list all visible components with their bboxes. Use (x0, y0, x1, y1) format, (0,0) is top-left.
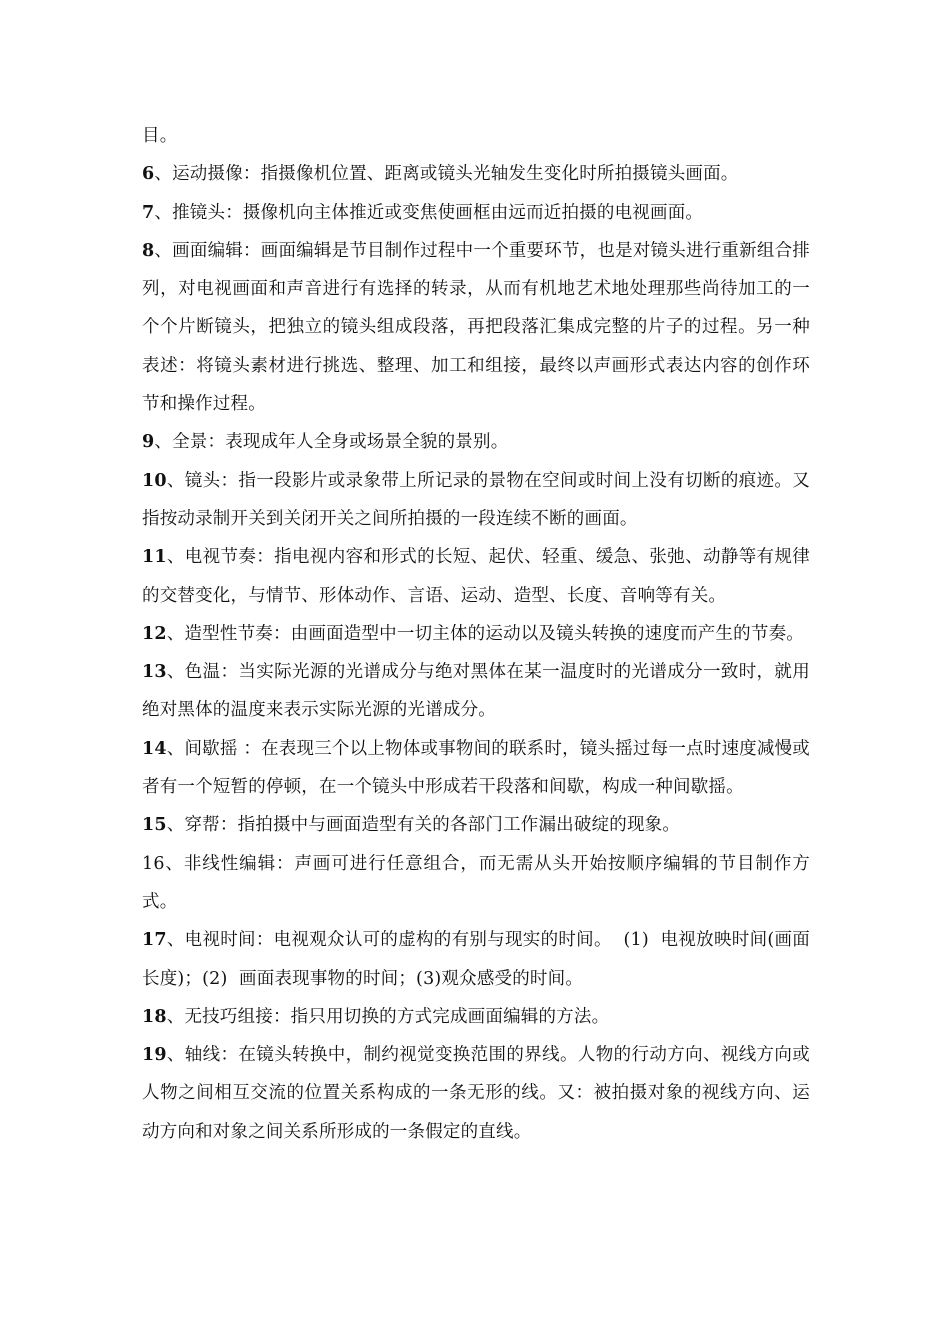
item-number: 11 (142, 547, 167, 568)
paragraph-item-13 (142, 653, 810, 730)
item-number: 19 (142, 1045, 167, 1066)
paragraph-item-14 (142, 730, 810, 807)
item-text: 、间歇摇 ：在表现三个以上物体或事物间的联系时，镜头摇过每一点时速度减慢或者有一个短暂的停顿，在一个镜头中形成若干段落和间歇，构成一种间歇摇。 (142, 738, 810, 798)
item-text: 16、非线性编辑：声画可进行任意组合，而无需从头开始按顺序编辑的节目制作方式。 (142, 853, 810, 912)
item-number: 14 (142, 738, 167, 759)
item-number: 13 (142, 662, 167, 683)
item-number: 7 (142, 202, 155, 223)
paragraph-item-8 (142, 232, 810, 423)
paragraph-item-16 (142, 845, 810, 922)
paragraph-item-6 (142, 155, 810, 193)
item-number: 15 (142, 815, 167, 836)
paragraph-item-18 (142, 998, 810, 1036)
paragraph-item-12 (142, 615, 810, 653)
paragraph-item-10 (142, 462, 810, 539)
item-number: 10 (142, 470, 167, 491)
paragraph-item-15 (142, 806, 810, 844)
item-text: 、轴线：在镜头转换中，制约视觉变换范围的界线。人物的行动方向、视线方向或人物之间相互交流的位置关系构成的一条无形的线。又：被拍摄对象的视线方向、运动方向和对象之间关系所形成的一条假定的直线。 (142, 1045, 810, 1142)
item-number: 6 (142, 164, 155, 185)
item-text: 、造型性节奏：由画面造型中一切主体的运动以及镜头转换的速度而产生的节奏。 (166, 623, 804, 644)
paragraph-item-11 (142, 538, 810, 615)
paragraph-continuation (142, 117, 810, 155)
item-number: 8 (142, 240, 155, 261)
item-text: 、穿帮：指拍摄中与画面造型有关的各部门工作漏出破绽的现象。 (166, 815, 681, 836)
item-text: 、运动摄像：指摄像机位置、距离或镜头光轴发生变化时所拍摄镜头画面。 (154, 164, 739, 185)
item-text: 、电视节奏：指电视内容和形式的长短、起伏、轻重、缓急、张弛、动静等有规律的交替变化，与情节、形体动作、言语、运动、造型、长度、音响等有关。 (142, 547, 810, 606)
item-number: 12 (142, 623, 167, 644)
paragraph-item-9 (142, 423, 810, 461)
item-text: 、色温：当实际光源的光谱成分与绝对黑体在某一温度时的光谱成分一致时，就用绝对黑体的温度来表示实际光源的光谱成分。 (142, 662, 810, 721)
item-text: 、画面编辑：画面编辑是节目制作过程中一个重要环节，也是对镜头进行重新组合排列，对电视画面和声音进行有选择的转录，从而有机地艺术地处理那些尚待加工的一个个片断镜头，把独立的镜头组成段落，再把段落汇集成完整的片子的过程。另一种表述：将镜头素材进行挑选、整理、加工和组接，最终以声画形式表达内容的创作环节和操作过程。 (142, 240, 810, 415)
paragraph-item-19 (142, 1036, 810, 1151)
document-body (142, 117, 810, 1151)
item-number: 18 (142, 1006, 167, 1027)
item-text: 、镜头：指一段影片或录象带上所记录的景物在空间或时间上没有切断的痕迹。又指按动录制开关到关闭开关之间所拍摄的一段连续不断的画面。 (142, 470, 810, 529)
item-text: 、电视时间：电视观众认可的虚构的有别与现实的时间。 (1) 电视放映时间(画面长度)；(2) 画面表现事物的时间；(3)观众感受的时间。 (142, 930, 810, 989)
item-text: 目。 (142, 126, 178, 146)
item-number: 17 (142, 930, 167, 951)
paragraph-item-17 (142, 921, 810, 998)
item-text: 、全景：表现成年人全身或场景全貌的景别。 (154, 432, 509, 453)
item-text: 、无技巧组接：指只用切换的方式完成画面编辑的方法。 (166, 1006, 610, 1027)
paragraph-item-7 (142, 194, 810, 232)
item-text: 、推镜头：摄像机向主体推近或变焦使画框由远而近拍摄的电视画面。 (154, 202, 704, 223)
item-number: 9 (142, 432, 155, 453)
